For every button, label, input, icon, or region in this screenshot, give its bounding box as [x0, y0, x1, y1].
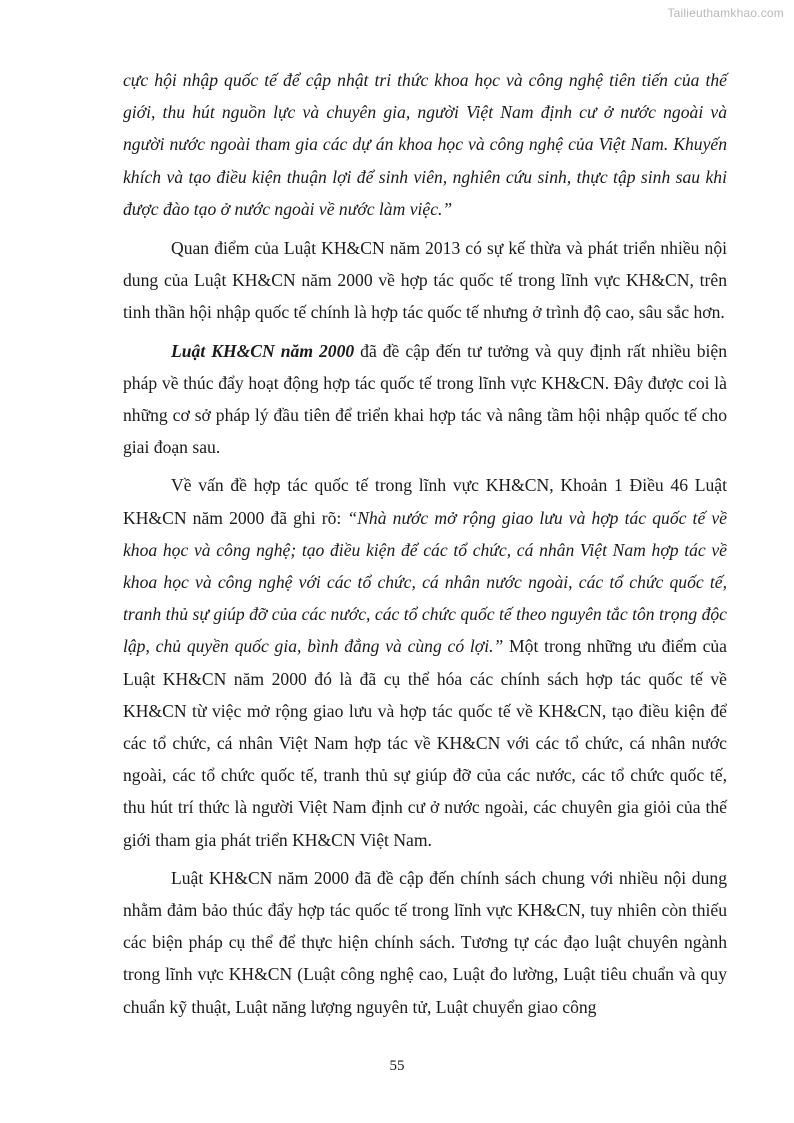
page-number: 55 [389, 1058, 405, 1074]
paragraph-3 [123, 335, 727, 464]
law-title-emphasis: Luật KH&CN năm 2000 [171, 340, 355, 361]
paragraph-3-text: đã đề cập đến tư tưởng và quy định rất nhiều biện pháp về thúc đẩy hoạt động hợp tác quốc tế trong lĩnh vực KH&CN. Đây được coi là những cơ sở pháp lý đầu tiên để triển khai hợp tác và nâng tầm hội nhập quốc tế cho giai đoạn sau. [123, 340, 728, 458]
paragraph-5: Luật KH&CN năm 2000 đã đề cập đến chính sách chung với nhiều nội dung nhằm đảm bảo thúc đẩy hợp tác quốc tế trong lĩnh vực KH&CN, tuy nhiên còn thiếu các biện pháp cụ thể để thực hiện chính sách. Tương tự các đạo luật chuyên ngành trong lĩnh vực KH&CN (Luật công nghệ cao, Luật đo lường, Luật tiêu chuẩn và quy chuẩn kỹ thuật, Luật năng lượng nguyên tử, Luật chuyển giao công [123, 867, 727, 1017]
paragraph-4-quote: “Nhà nước mở rộng giao lưu và hợp tác quốc tế về khoa học và công nghệ; tạo điều kiện để các tổ chức, cá nhân Việt Nam hợp tác về khoa học và công nghệ với các tổ chức, cá nhân nước ngoài, các tổ chức quốc tế, tranh thủ sự giúp đỡ của các nước, các tổ chức quốc tế theo nguyên tắc tôn trọng độc lập, chủ quyền quốc gia, bình đẳng và cùng có lợi.” [123, 507, 727, 657]
document-body [123, 64, 727, 1023]
paragraph-quote-continuation: cực hội nhập quốc tế để cập nhật tri thức khoa học và công nghệ tiên tiến của thế giới, thu hút nguồn lực và chuyên gia, người Việt Nam định cư ở nước ngoài và người nước ngoài tham gia các dự án khoa học và công nghệ của Việt Nam. Khuyến khích và tạo điều kiện thuận lợi để sinh viên, nghiên cứu sinh, thực tập sinh sau khi được đào tạo ở nước ngoài về nước làm việc.” [123, 70, 727, 219]
watermark: Tailieuthamkhao.com [667, 6, 784, 20]
paragraph-4-text: Một trong những ưu điểm của Luật KH&CN năm 2000 đó là đã cụ thể hóa các chính sách hợp tác quốc tế về KH&CN từ việc mở rộng giao lưu và hợp tác quốc tế về KH&CN, tạo điều kiện để các tổ chức, cá nhân Việt Nam hợp tác về KH&CN với các tổ chức, cá nhân nước ngoài, các tổ chức quốc tế, tranh thủ sự giúp đỡ của các nước, các tổ chức quốc tế, thu hút trí thức là người Việt Nam định cư ở nước ngoài, các chuyên gia giỏi của thế giới tham gia phát triển KH&CN Việt Nam. [123, 636, 727, 850]
paragraph-4-lead: Về vấn đề hợp tác quốc tế trong lĩnh vực KH&CN, Khoản 1 Điều 46 Luật KH&CN năm 2000 đã ghi rõ: [123, 475, 727, 528]
paragraph-2: Quan điểm của Luật KH&CN năm 2013 có sự kế thừa và phát triển nhiều nội dung của Luật KH&CN năm 2000 về hợp tác quốc tế trong lĩnh vực KH&CN, trên tinh thần hội nhập quốc tế chính là hợp tác quốc tế nhưng ở trình độ cao, sâu sắc hơn. [123, 238, 727, 323]
paragraph-4 [123, 469, 727, 855]
